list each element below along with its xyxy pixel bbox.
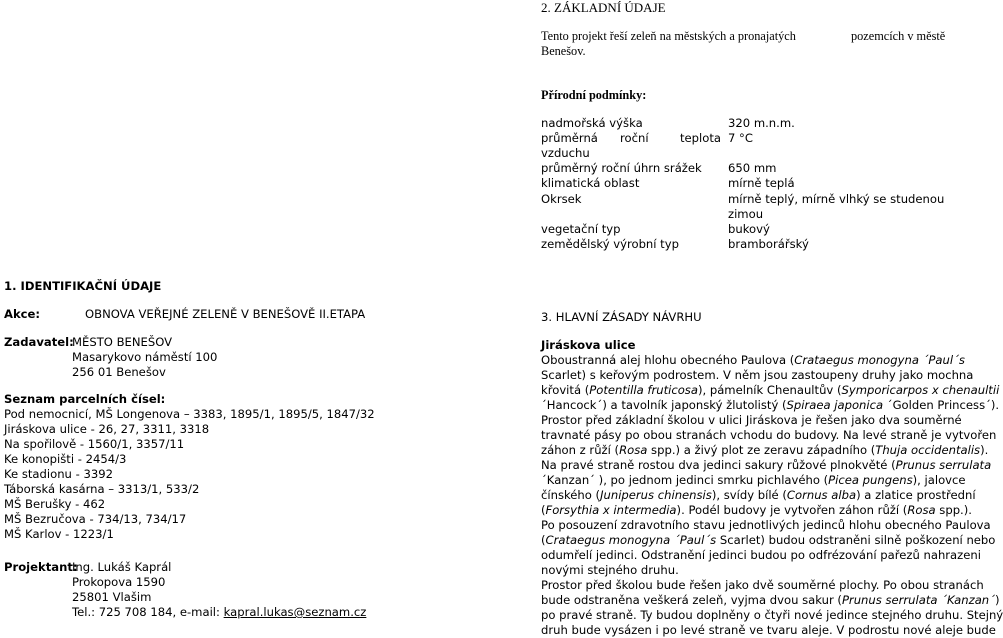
parcel-item: Jiráskova ulice - 26, 27, 3311, 3318 — [4, 422, 210, 436]
cond-value: mírně teplá — [728, 176, 795, 190]
projektant-label: Projektant: — [4, 560, 78, 574]
cond-value: mírně teplý, mírně vlhký se studenou — [728, 192, 945, 206]
cond-label: zemědělský výrobní typ — [541, 237, 679, 251]
parcel-item: Na spořilově - 1560/1, 3357/11 — [4, 437, 185, 451]
parcel-item: Pod nemocnicí, MŠ Longenova – 3383, 1895/1, 1895/5, 1847/32 — [4, 407, 375, 421]
akce-value: OBNOVA VEŘEJNÉ ZELENĚ V BENEŠOVĚ II.ETAPA — [85, 307, 366, 321]
parcel-item: Ke konopišti - 2454/3 — [4, 452, 127, 466]
street-paragraph: Oboustranná alej hlohu obecného Paulova (Crataegus monogyna ´Paul´s Scarlet) s keřovým podrostem. V něm jsou zastoupeny druhy jako mochna křovitá (Potentilla fruticosa), pámelník Chenaultův (Symporicarpos x chenaultii ´Hancock´) a tavolník japonský žlutolistý (Spiraea japonica ´Golden Princess´). Prostor před základní školou v ulici Jiráskova je řešen jako dva souměrné travnaté pásy po obou stranách vchodu do budovy. Na levé straně je vytvořen záhon z růží (Rosa spp.) a živý plot ze zeravu západního (Thuja occidentalis). Na pravé straně rostou dva jedinci sakury růžové plnokvěté (Prunus serrulata ´Kanzan´ ), po jednom jedinci smrku pichlavého (Picea pungens), jalovce čínského (Juniperus chinensis), svídy bílé (Cornus alba) a zlatice prostřední (Forsythia x intermedia). Podél budovy je vytvořen záhon růží (Rosa spp.). Po posouzení zdravotního stavu jednotlivých jedinců hlohu obecného Paulova (Crataegus monogyna ´Paul´s Scarlet) budou odstraněni silně poškození nebo odumřelí jedinci. Odstranění jedinci budou po odfrézování pařezů nahrazeni novými stejného druhu. Prostor před školou bude řešen jako dvě souměrné plochy. Po obou stranách bude odstraněna veškerá zeleň, vyjma dvou sakur (Prunus serrulata ´Kanzan´) po pravé straně. Ty budou doplněny o čtyři nové jedince stejného druhu. Stejný druh bude vysázen i po levé straně ve tvaru aleje. V podrostu nové aleje bude — [541, 353, 1003, 637]
parcel-item: MŠ Karlov - 1223/1 — [4, 527, 114, 541]
natural-conditions-heading: Přírodní podmínky: — [541, 88, 647, 102]
cond-label: průměrný roční úhrn srážek — [541, 161, 702, 175]
intro-line2: Benešov. — [541, 44, 586, 58]
street-heading: Jiráskova ulice — [541, 338, 636, 352]
cond-label: vegetační typ — [541, 222, 621, 236]
cond-label: roční — [620, 131, 649, 145]
cond-label: průměrná — [541, 131, 598, 145]
parcel-item: Táborská kasárna – 3313/1, 533/2 — [4, 482, 200, 496]
parcel-item: Ke stadionu - 3392 — [4, 467, 113, 481]
cond-value: bramborářský — [728, 237, 809, 251]
cond-value: bukový — [728, 222, 770, 236]
intro-line1b: pozemcích v městě — [851, 29, 946, 43]
cond-label: nadmořská výška — [541, 116, 643, 130]
intro-line1a: Tento projekt řeší zeleň na městských a pronajatých — [541, 29, 796, 43]
section1-heading: 1. IDENTIFIKAČNÍ ÚDAJE — [4, 279, 162, 293]
section3-heading: 3. HLAVNÍ ZÁSADY NÁVRHU — [541, 310, 702, 324]
zadavatel-line: 256 01 Benešov — [72, 365, 166, 379]
projektant-line: Ing. Lukáš Kaprál — [72, 560, 172, 574]
cond-value: 650 mm — [728, 161, 777, 175]
akce-label: Akce: — [4, 307, 41, 321]
zadavatel-line: MĚSTO BENEŠOV — [72, 335, 173, 349]
zadavatel-line: Masarykovo náměstí 100 — [72, 350, 218, 364]
parcel-heading: Seznam parcelních čísel: — [4, 392, 166, 406]
cond-value: 320 m.n.m. — [728, 116, 795, 130]
projektant-line: 25801 Vlašim — [72, 590, 152, 604]
zadavatel-label: Zadavatel: — [4, 335, 74, 349]
section2-heading: 2. ZÁKLADNÍ ÚDAJE — [541, 0, 666, 15]
cond-value: 7 °C — [728, 131, 753, 145]
parcel-item: MŠ Bezručova - 734/13, 734/17 — [4, 512, 187, 526]
cond-label: klimatická oblast — [541, 176, 640, 190]
contact-line — [72, 605, 366, 620]
email-link[interactable]: kapral.lukas@seznam.cz — [223, 605, 367, 619]
projektant-line: Prokopova 1590 — [72, 575, 166, 589]
cond-label: vzduchu — [541, 146, 590, 160]
tel-text: Tel.: 725 708 184, e-mail: — [72, 605, 224, 619]
cond-label: Okrsek — [541, 192, 582, 206]
parcel-item: MŠ Berušky - 462 — [4, 497, 106, 511]
cond-label: teplota — [680, 131, 722, 145]
cond-value: zimou — [728, 207, 764, 221]
